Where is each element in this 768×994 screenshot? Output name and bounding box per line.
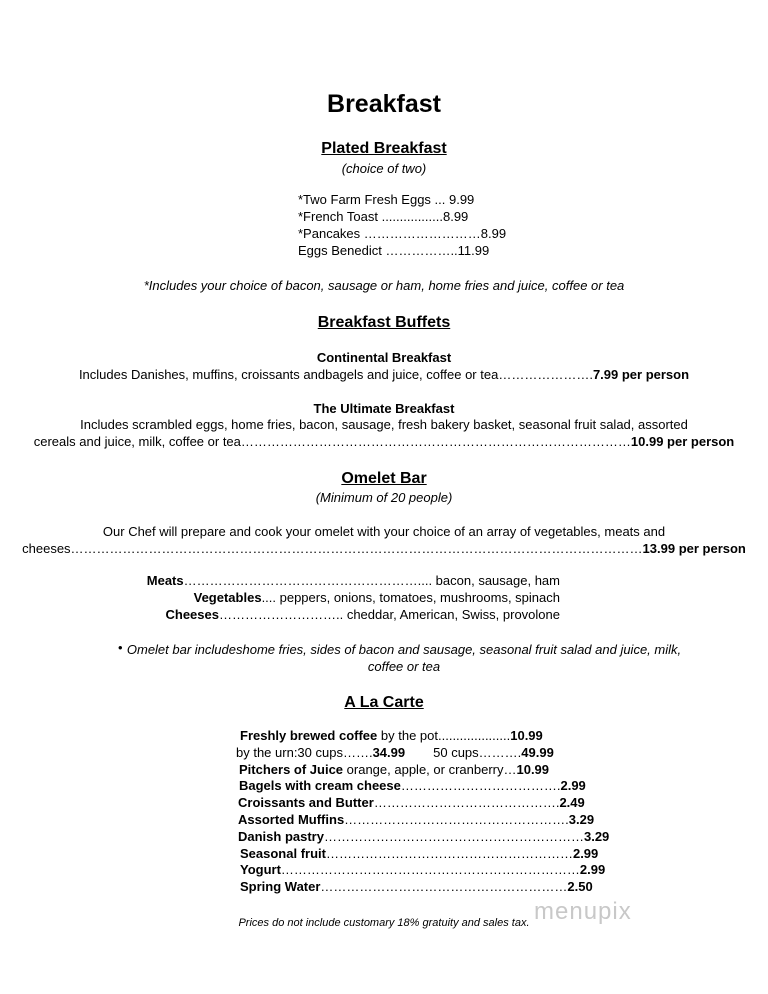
plated-subtitle: (choice of two) <box>341 161 427 176</box>
carte-list <box>230 728 610 896</box>
buffets-heading: Breakfast Buffets <box>317 314 451 331</box>
danish-text: …………………………………………………… <box>323 828 584 844</box>
plated-item: *Two Farm Fresh Eggs ... 9.99 <box>298 192 475 207</box>
bagels-price: 2.99 <box>560 778 586 794</box>
urn-price-30: 34.99 <box>372 744 406 760</box>
continental-desc <box>0 367 768 382</box>
omelet-vegetables <box>147 589 560 606</box>
plated-note: *Includes your choice of bacon, sausage or ham, home fries and juice, coffee or tea <box>143 278 625 293</box>
page-title: Breakfast <box>327 90 441 118</box>
croissants-label: Croissants and Butter <box>238 795 374 811</box>
yogurt-label: Yogurt <box>240 862 281 878</box>
omelet-cheeses <box>147 606 560 623</box>
juice-price: 10.99 <box>516 761 550 777</box>
footer-note: Prices do not include customary 18% gratuity and sales tax. <box>238 917 530 929</box>
omelet-heading: Omelet Bar <box>341 470 427 487</box>
meats-text: ……………………………………………….... bacon, sausage, ham <box>183 573 560 588</box>
urn-price-50: 49.99 <box>521 744 554 760</box>
omelet-options <box>147 572 560 623</box>
water-text: ………………………………………………… <box>320 879 568 895</box>
fruit-price: 2.99 <box>572 845 599 861</box>
carte-heading: A La Carte <box>344 694 424 711</box>
omelet-subtitle: (Minimum of 20 people) <box>315 490 453 505</box>
plated-item: *French Toast .................8.99 <box>298 209 469 224</box>
carte-water <box>230 879 593 896</box>
plated-items <box>298 191 506 259</box>
bagels-label: Bagels with cream cheese <box>239 778 401 794</box>
coffee-label: Freshly brewed coffee <box>240 728 378 743</box>
yogurt-text: …………………………………………………………… <box>280 862 580 878</box>
urn-text-50: 50 cups………. <box>433 744 522 760</box>
omelet-desc-text: cheeses…………………………………………………………………………………………………………………… <box>22 541 643 556</box>
plated-item: Eggs Benedict ……………..11.99 <box>298 243 490 258</box>
juice-label: Pitchers of Juice <box>239 761 344 777</box>
coffee-price: 10.99 <box>510 728 543 743</box>
muffins-text: ……………………………………………. <box>344 811 569 827</box>
danish-label: Danish pastry <box>238 828 324 844</box>
omelet-bullet-line2: coffee or tea <box>367 659 441 674</box>
carte-bagels <box>230 778 586 795</box>
bagels-text: ………………………………. <box>400 778 561 794</box>
muffins-label: Assorted Muffins <box>238 811 345 827</box>
croissants-price: 2.49 <box>559 795 585 811</box>
continental-price: 7.99 per person <box>592 367 690 382</box>
carte-juice <box>230 761 550 779</box>
carte-yogurt <box>230 862 606 879</box>
carte-fruit <box>230 845 599 863</box>
ultimate-name: The Ultimate Breakfast <box>313 401 455 416</box>
juice-text: orange, apple, or cranberry… <box>343 761 517 777</box>
water-label: Spring Water <box>240 879 321 895</box>
croissants-text: ……………………………………. <box>373 795 560 811</box>
carte-danish <box>230 828 610 846</box>
continental-name: Continental Breakfast <box>316 350 452 365</box>
vegetables-text: .... peppers, onions, tomatoes, mushrooms, spinach <box>261 590 560 605</box>
muffins-price: 3.29 <box>568 811 595 827</box>
continental-desc-text: Includes Danishes, muffins, croissants andbagels and juice, coffee or tea…………………. <box>78 367 593 382</box>
fruit-text: ………………………………………………… <box>325 845 573 861</box>
coffee-text: by the pot.................... <box>377 728 511 743</box>
fruit-label: Seasonal fruit <box>240 845 326 861</box>
plated-item: *Pancakes ………………………8.99 <box>298 226 507 241</box>
yogurt-price: 2.99 <box>579 862 606 878</box>
ultimate-price: 10.99 per person <box>630 434 735 449</box>
water-price: 2.50 <box>567 879 593 895</box>
carte-coffee <box>230 728 543 745</box>
bullet-dot-icon: • <box>118 640 123 655</box>
omelet-bullet-line1: Omelet bar includeshome fries, sides of bacon and sausage, seasonal fruit salad and juice, milk, <box>126 642 682 657</box>
watermark-logo: menupix <box>534 898 632 925</box>
danish-price: 3.29 <box>583 828 610 844</box>
cheeses-label: Cheeses <box>165 607 219 622</box>
cheeses-text: ……………………….. cheddar, American, Swiss, provolone <box>218 607 560 622</box>
omelet-price: 13.99 per person <box>642 541 746 556</box>
ultimate-desc-line2 <box>0 434 768 449</box>
ultimate-desc-line1: Includes scrambled eggs, home fries, bacon, sausage, fresh bakery basket, seasonal fruit salad, assorted <box>80 417 688 432</box>
carte-urn <box>230 744 554 762</box>
omelet-meats <box>147 572 560 589</box>
carte-croissants <box>230 795 585 812</box>
carte-muffins <box>230 811 595 829</box>
meats-label: Meats <box>146 573 184 588</box>
urn-text-30: by the urn:30 cups……. <box>236 744 373 760</box>
ultimate-desc-text: cereals and juice, milk, coffee or tea……………………………………………………………………………… <box>33 434 631 449</box>
plated-heading: Plated Breakfast <box>321 140 447 157</box>
omelet-desc-line2 <box>0 541 768 556</box>
omelet-desc-line1: Our Chef will prepare and cook your omelet with your choice of an array of vegetables, meats and <box>102 524 666 539</box>
vegetables-label: Vegetables <box>193 590 262 605</box>
